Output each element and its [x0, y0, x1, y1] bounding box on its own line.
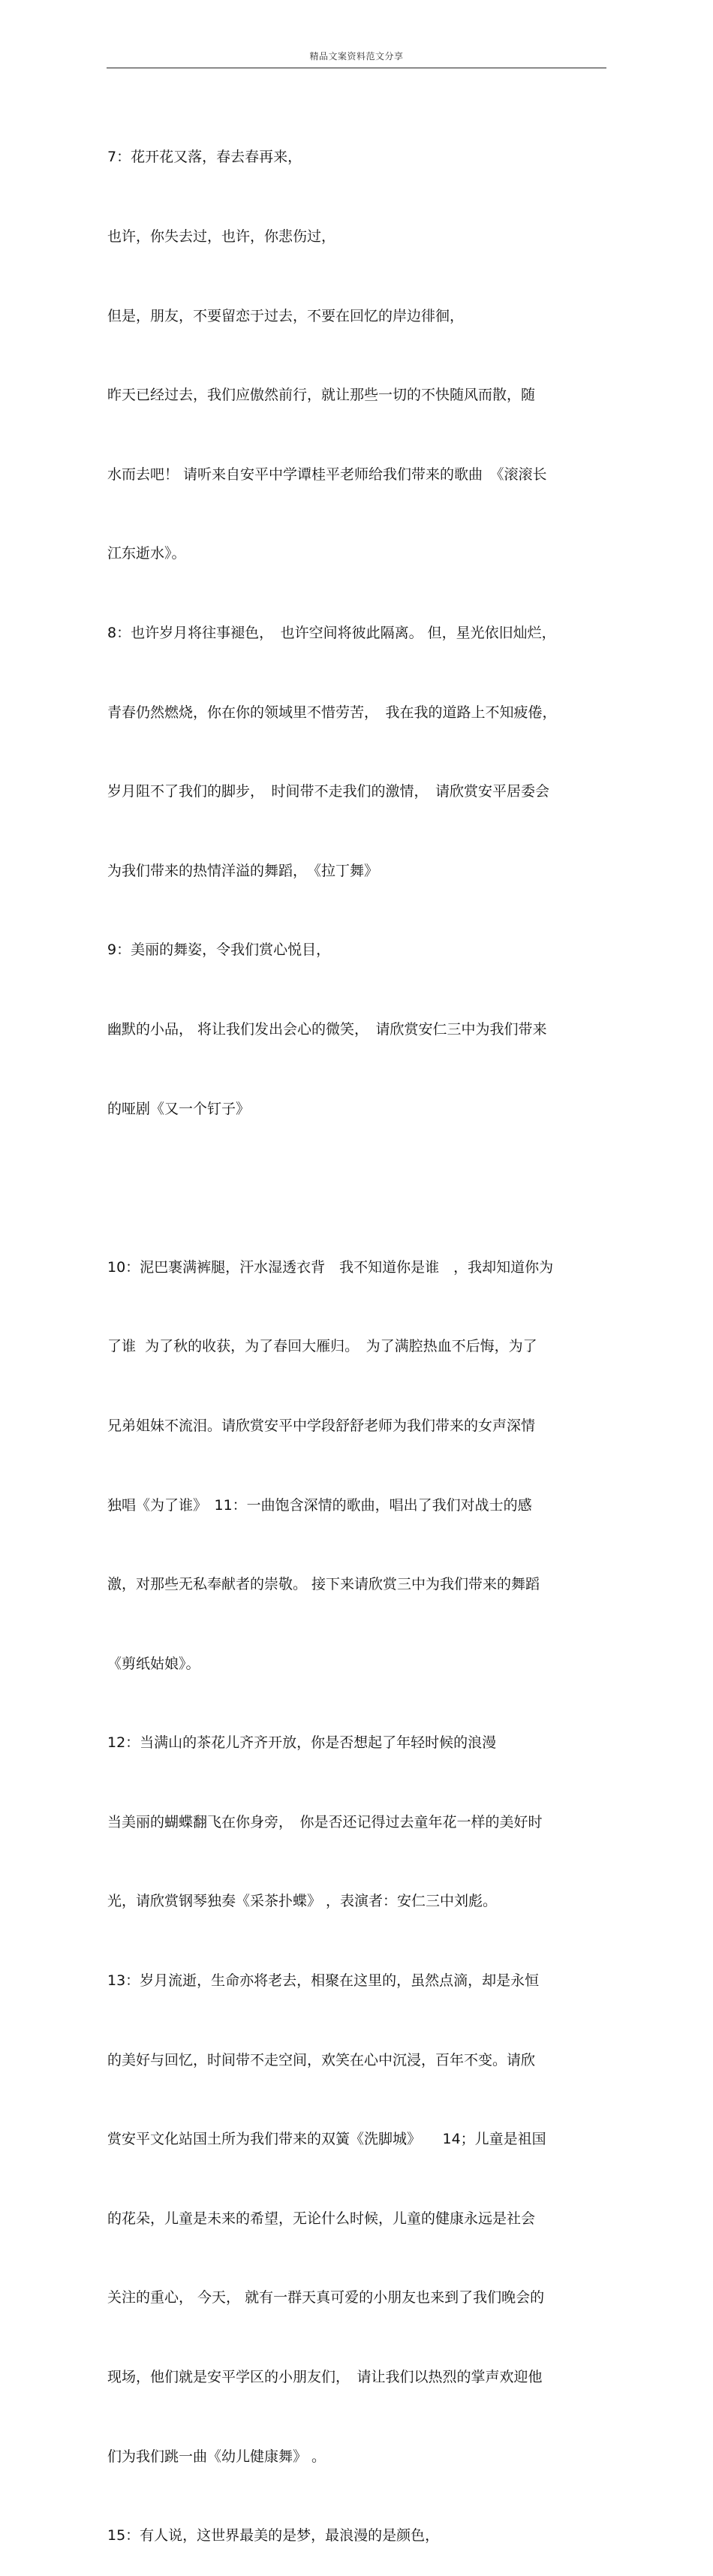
blank-line [107, 1175, 606, 1201]
text-line: 9：美丽的舞姿，令我们赏心悦目， [107, 942, 331, 959]
text-line: 也许，你失去过，也许，你悲伤过， [107, 228, 336, 245]
text-line: 《剪纸姑娘》。 [107, 1655, 200, 1672]
document-body [107, 92, 606, 2576]
text-line: 当美丽的蝴蝶翻飞在你身旁， 你是否还记得过去童年花一样的美好时 [107, 1813, 543, 1830]
text-line: 10：泥巴裹满裤腿，汗水湿透衣背 我不知道你是谁 ，我却知道你为 [107, 1258, 554, 1276]
page-header: 精品文案资料范文分享 [309, 51, 404, 62]
text-line: 但是，朋友，不要留恋于过去，不要在回忆的岸边徘徊， [107, 307, 465, 324]
text-line: 水而去吧！ 请听来自安平中学谭桂平老师给我们带来的歌曲 《滚滚长 [107, 465, 547, 483]
text-line: 独唱《为了谁》 11：一曲饱含深情的歌曲，唱出了我们对战士的感 [107, 1496, 532, 1514]
text-line: 们为我们跳一曲《幼儿健康舞》 。 [107, 2448, 326, 2465]
text-line: 青春仍然燃烧，你在你的领域里不惜劳苦， 我在我的道路上不知疲倦， [107, 704, 557, 721]
text-line: 8：也许岁月将往事褪色， 也许空间将彼此隔离。 但，星光依旧灿烂， [107, 624, 556, 641]
text-line: 光，请欣赏钢琴独奏《采茶扑蝶》 ，表演者：安仁三中刘彪。 [107, 1893, 498, 1910]
text-line: 关注的重心， 今天， 就有一群天真可爱的小朋友也来到了我们晚会的 [107, 2289, 545, 2306]
text-line: 了谁 为了秋的收获，为了春回大雁归。 为了满腔热血不后悔，为了 [107, 1338, 537, 1355]
text-line: 江东逝水》。 [107, 545, 186, 562]
text-line: 为我们带来的热情洋溢的舞蹈， 《拉丁舞》 [107, 862, 379, 879]
text-line: 激，对那些无私奉献者的崇敬。 接下来请欣赏三中为我们带来的舞蹈 [107, 1576, 540, 1593]
text-line: 15：有人说，这世界最美的是梦，最浪漫的是颜色， [107, 2527, 440, 2544]
text-line: 赏安平文化站国土所为我们带来的双簧《洗脚城》 14；儿童是祖国 [107, 2131, 546, 2148]
text-line: 岁月阻不了我们的脚步， 时间带不走我们的激情， 请欣赏安平居委会 [107, 783, 550, 800]
text-line: 幽默的小品， 将让我们发出会心的微笑， 请欣赏安仁三中为我们带来 [107, 1020, 547, 1038]
text-line: 昨天已经过去，我们应傲然前行，就让那些一切的不快随风而散，随 [107, 387, 536, 404]
text-line: 的美好与回忆，时间带不走空间，欢笑在心中沉浸，百年不变。请欣 [107, 2051, 536, 2068]
text-line: 兄弟姐妹不流泪。请欣赏安平中学段舒舒老师为我们带来的女声深情 [107, 1417, 536, 1434]
text-line: 现场，他们就是安平学区的小朋友们， 请让我们以热烈的掌声欢迎他 [107, 2369, 543, 2386]
text-line: 13：岁月流逝，生命亦将老去，相聚在这里的，虽然点滴，却是永恒 [107, 1972, 540, 1990]
text-line: 7：花开花又落，春去春再来， [107, 149, 302, 166]
text-line: 12：当满山的茶花儿齐齐开放，你是否想起了年轻时候的浪漫 [107, 1734, 497, 1752]
text-line: 的花朵，儿童是未来的希望，无论什么时候，儿童的健康永远是社会 [107, 2210, 536, 2227]
text-line: 的哑剧《又一个钉子》 [107, 1100, 251, 1117]
